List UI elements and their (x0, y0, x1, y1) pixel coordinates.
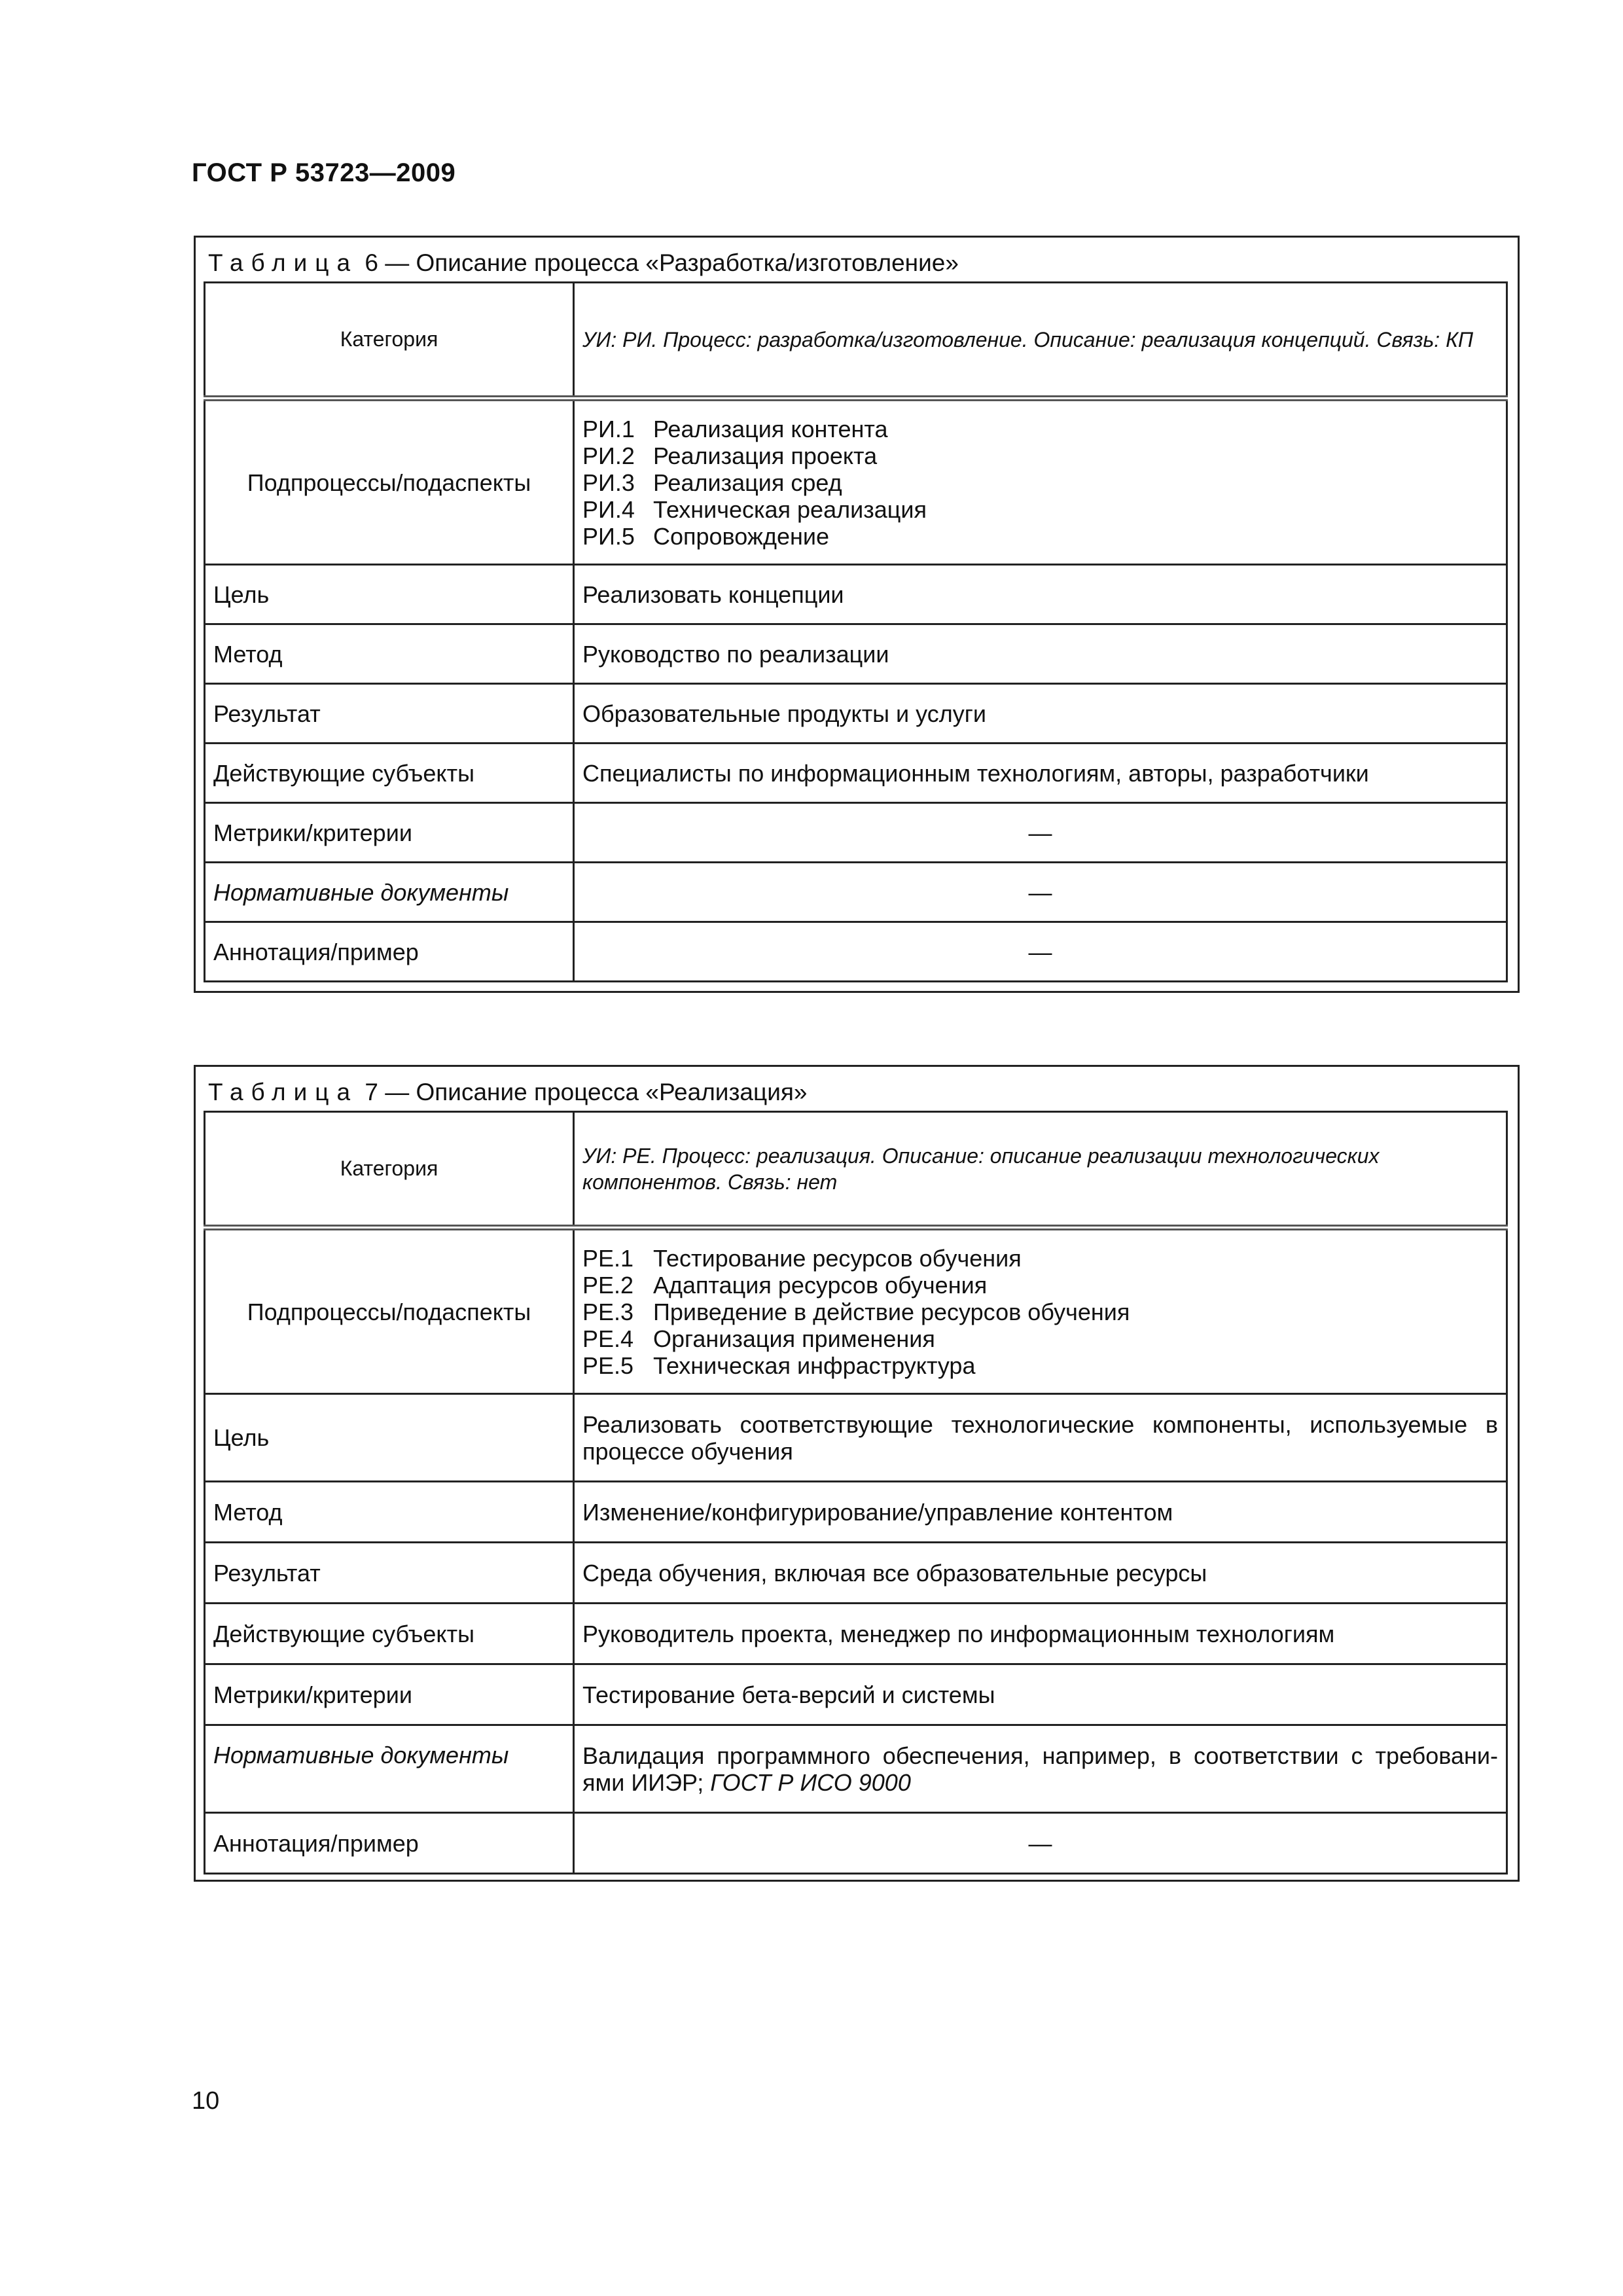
page-number: 10 (192, 2087, 220, 2115)
list-item: РЕ.4 Организация применения (582, 1325, 935, 1352)
table-7-subprocess-cell (574, 1228, 1507, 1394)
table-6 (204, 281, 1508, 982)
list-item: РЕ.3 Приведение в действие ресурсов обучения (582, 1298, 1130, 1325)
table-6-header-value: УИ: РИ. Процесс: разработка/изготовление. Описание: реализация концепций. Связь: КП (574, 283, 1507, 399)
table-6-caption-text: 6 — Описание процесса «Разработка/изготовление» (365, 249, 959, 276)
table-row (205, 744, 1507, 803)
row-value: Реализовать соответствующие технологические компоненты, используемые в процессе обучения (574, 1394, 1507, 1482)
table-6-subprocess-label: Подпроцессы/подаспекты (205, 399, 574, 565)
table-7 (204, 1111, 1508, 1874)
table-7-subprocess-label: Подпроцессы/подаспекты (205, 1228, 574, 1394)
table-7-header-row (205, 1112, 1507, 1228)
table-7-header-key: Категория (205, 1112, 574, 1228)
row-value-plain: Валидация программного обеспечения, например, в соответствии с требовани-ями ИИЭР; (582, 1742, 1498, 1796)
row-key: Результат (205, 1543, 574, 1604)
document-standard-title: ГОСТ Р 53723—2009 (192, 158, 456, 187)
row-key: Цель (205, 565, 574, 624)
table-6-caption (208, 249, 959, 277)
table-6-header-key: Категория (205, 283, 574, 399)
row-key: Аннотация/пример (205, 1813, 574, 1874)
table-row (205, 1664, 1507, 1725)
table-7-caption-text: 7 — Описание процесса «Реализация» (365, 1079, 808, 1105)
table-7-subprocess-row (205, 1228, 1507, 1394)
table-7-header-value: УИ: РЕ. Процесс: реализация. Описание: описание реализации технологических компонентов. Связь: нет (574, 1112, 1507, 1228)
row-key: Результат (205, 684, 574, 744)
row-key: Нормативные документы (205, 1725, 574, 1813)
list-item: РИ.4 Техническая реализация (582, 495, 927, 523)
row-key: Метод (205, 1482, 574, 1543)
table-row (205, 922, 1507, 982)
row-value: Руководство по реализации (574, 624, 1507, 684)
list-item: РЕ.2 Адаптация ресурсов обучения (582, 1271, 988, 1299)
row-value: — (574, 803, 1507, 863)
list-item: РЕ.5 Техническая инфраструктура (582, 1352, 976, 1379)
row-value: Руководитель проекта, менеджер по информационным технологиям (574, 1604, 1507, 1664)
table-6-caption-word: Таблица (208, 249, 359, 276)
table-row (205, 624, 1507, 684)
row-key: Нормативные документы (205, 863, 574, 922)
row-value: — (574, 863, 1507, 922)
row-value: — (574, 922, 1507, 982)
row-value: Образовательные продукты и услуги (574, 684, 1507, 744)
table-6-subprocess-row (205, 399, 1507, 565)
row-value-standard-ref: ГОСТ Р ИСО 9000 (710, 1768, 911, 1796)
table-7-subprocess-list (582, 1245, 1498, 1379)
table-row (205, 1394, 1507, 1482)
table-7-caption (208, 1079, 807, 1106)
row-value: Тестирование бета-версий и системы (574, 1664, 1507, 1725)
row-value: Реализовать концепции (574, 565, 1507, 624)
table-row (205, 565, 1507, 624)
table-row (205, 863, 1507, 922)
row-key: Метод (205, 624, 574, 684)
list-item: РИ.3 Реализация сред (582, 469, 842, 496)
row-value: Специалисты по информационным технологиям, авторы, разработчики (574, 744, 1507, 803)
table-6-header-row (205, 283, 1507, 399)
row-key: Метрики/критерии (205, 1664, 574, 1725)
table-row (205, 1604, 1507, 1664)
table-6-subprocess-list (582, 416, 1498, 550)
table-row (205, 1482, 1507, 1543)
row-key: Метрики/критерии (205, 803, 574, 863)
row-key: Цель (205, 1394, 574, 1482)
row-value (574, 1725, 1507, 1813)
table-row (205, 1725, 1507, 1813)
table-7-caption-word: Таблица (208, 1079, 359, 1105)
list-item: РИ.2 Реализация проекта (582, 442, 878, 469)
table-7-frame (194, 1065, 1520, 1882)
table-row (205, 1543, 1507, 1604)
table-row (205, 1813, 1507, 1874)
table-row (205, 684, 1507, 744)
table-6-subprocess-cell (574, 399, 1507, 565)
table-6-frame (194, 236, 1520, 993)
row-value: Изменение/конфигурирование/управление контентом (574, 1482, 1507, 1543)
row-key: Аннотация/пример (205, 922, 574, 982)
row-value: Среда обучения, включая все образовательные ресурсы (574, 1543, 1507, 1604)
list-item: РЕ.1 Тестирование ресурсов обучения (582, 1244, 1022, 1272)
list-item: РИ.5 Сопровождение (582, 522, 830, 550)
row-value: — (574, 1813, 1507, 1874)
row-key: Действующие субъекты (205, 1604, 574, 1664)
list-item: РИ.1 Реализация контента (582, 415, 888, 442)
table-row (205, 803, 1507, 863)
row-key: Действующие субъекты (205, 744, 574, 803)
